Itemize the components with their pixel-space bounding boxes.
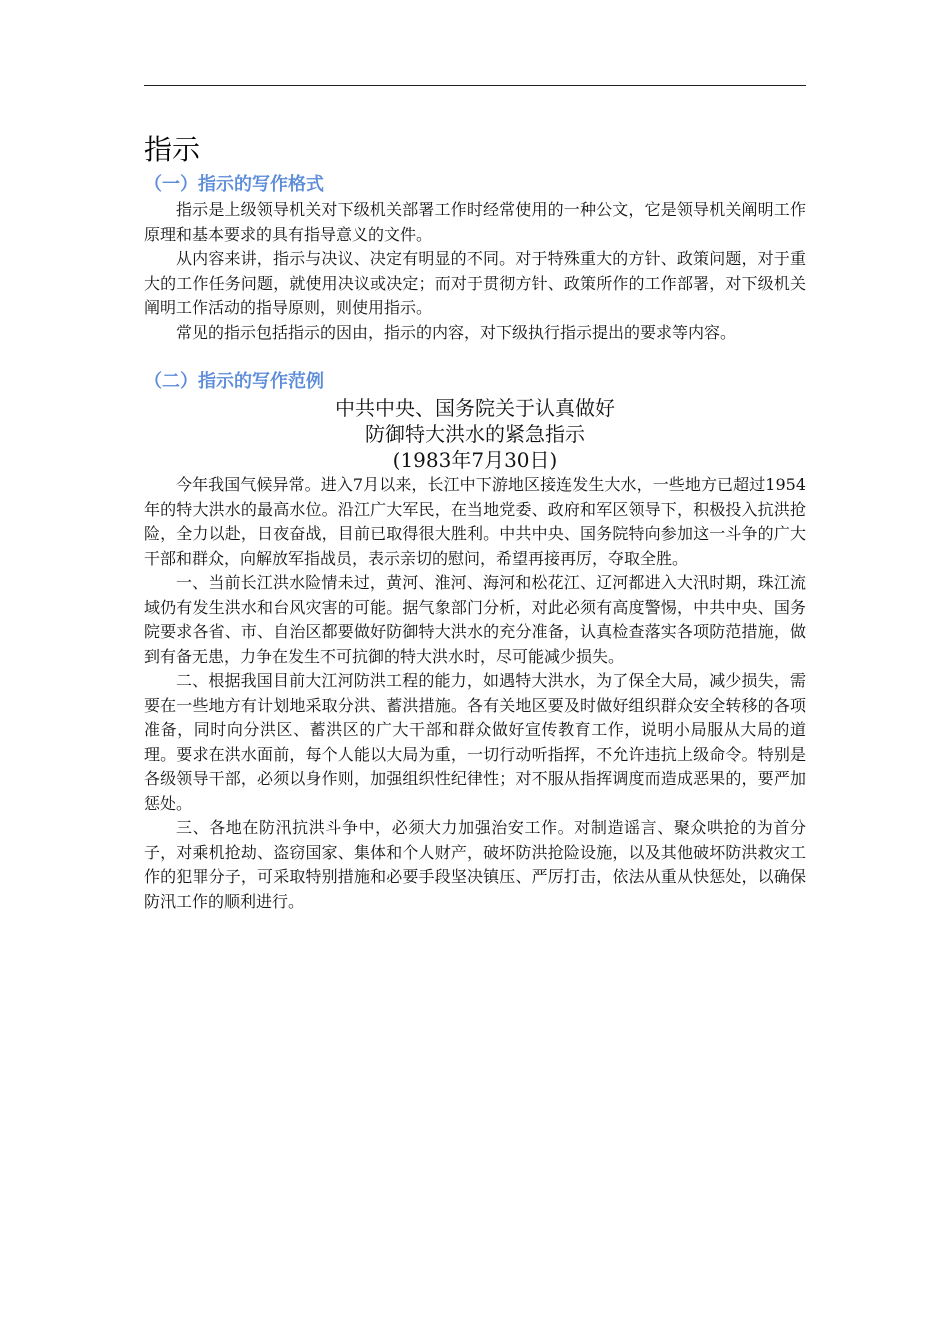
example-paragraph: 今年我国气候异常。进入7月以来，长江中下游地区接连发生大水，一些地方已超过1954年的特大洪水的最高水位。沿江广大军民，在当地党委、政府和军区领导下，积极投入抗洪抢险，全力以赴，日夜奋战，目前已取得很大胜利。中共中央、国务院特向参加这一斗争的广大干部和群众，向解放军指战员，表示亲切的慰问，希望再接再厉，夺取全胜。	[144, 475, 806, 568]
example-paragraph: 一、当前长江洪水险情未过，黄河、淮河、海河和松花江、辽河都进入大汛时期，珠江流域仍有发生洪水和台风灾害的可能。据气象部门分析，对此必须有高度警惕，中共中央、国务院要求各省、市、自治区都要做好防御特大洪水的充分准备，认真检查落实各项防范措施，做到有备无患，力争在发生不可抗御的特大洪水时，尽可能减少损失。	[144, 573, 806, 666]
format-paragraph: 常见的指示包括指示的因由，指示的内容，对下级执行指示提出的要求等内容。	[176, 322, 737, 342]
example-paragraph: 二、根据我国目前大江河防洪工程的能力，如遇特大洪水，为了保全大局，减少损失，需要在一些地方有计划地采取分洪、蓄洪措施。各有关地区要及时做好组织群众安全转移的各项准备，同时向分洪区、蓄洪区的广大干部和群众做好宣传教育工作，说明小局服从大局的道理。要求在洪水面前，每个人能以大局为重，一切行动听指挥，不允许违抗上级命令。特别是各级领导干部，必须以身作则，加强组织性纪律性；对不服从指挥调度而造成恶果的，要严加惩处。	[144, 671, 806, 813]
example-title-line2: 防御特大洪水的紧急指示	[365, 422, 585, 446]
example-title-line1: 中共中央、国务院关于认真做好	[335, 396, 615, 420]
section-heading-format: （一）指示的写作格式	[144, 174, 324, 195]
section-spacer	[144, 345, 806, 369]
format-paragraph: 从内容来讲，指示与决议、决定有明显的不同。对于特殊重大的方针、政策问题，对于重大的工作任务问题，就使用决议或决定；而对于贯彻方针、政策所作的工作部署，对下级机关阐明工作活动的指导原则，则使用指示。	[144, 249, 806, 317]
page-title: 指示	[144, 133, 201, 166]
format-paragraph: 指示是上级领导机关对下级机关部署工作时经常使用的一种公文，它是领导机关阐明工作原理和基本要求的具有指导意义的文件。	[144, 200, 806, 244]
header-rule	[144, 85, 806, 86]
example-paragraph: 三、各地在防汛抗洪斗争中，必须大力加强治安工作。对制造谣言、聚众哄抢的为首分子，对乘机抢劫、盗窃国家、集体和个人财产，破坏防洪抢险设施，以及其他破坏防洪救灾工作的犯罪分子，可采取特别措施和必要手段坚决镇压、严厉打击，依法从重从快惩处，以确保防汛工作的顺利进行。	[144, 818, 806, 911]
example-date: (1983年7月30日)	[392, 448, 558, 472]
section-heading-example: （二）指示的写作范例	[144, 371, 324, 392]
document-content	[144, 128, 806, 914]
